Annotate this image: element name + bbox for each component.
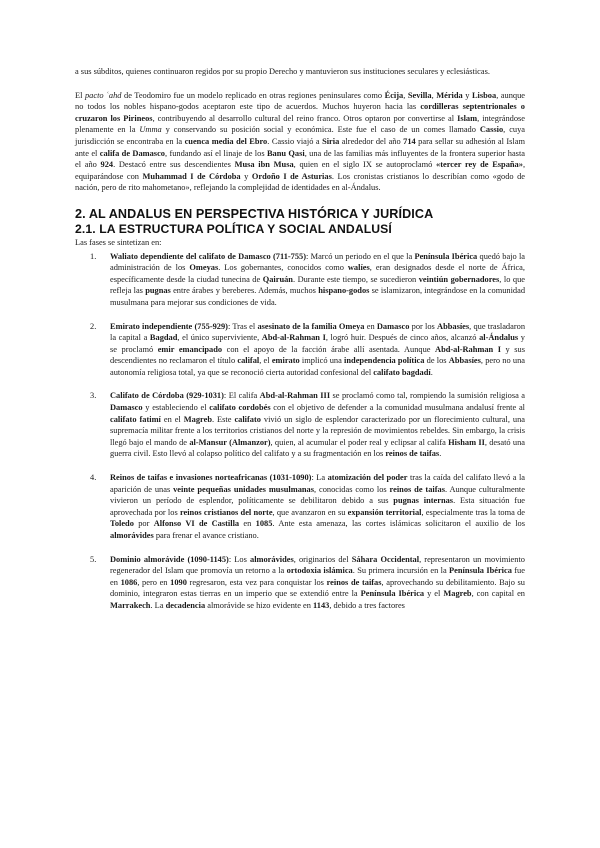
bold-text: califato (234, 414, 261, 424)
bold-text: Écija (384, 90, 404, 100)
bold-text: Siria (322, 136, 340, 146)
list-item-number: 1. (90, 251, 97, 261)
bold-text: Banu Qasi (266, 148, 305, 158)
bold-text: reinos de taifas (326, 577, 382, 587)
bold-text: Muhammad I de Córdoba (142, 171, 241, 181)
list-item-text: Waliato dependiente del califato de Damasco (711-755): Marcó un periodo en el que la Península Ibérica quedó bajo la administración de los Omeyas. Los gobernantes, conocidos como walíes, eran designados desde el norte de África, específicamente desde la ciudad tunecina de Qairuán. Durante este tiempo, se sucedieron veintiún gobernadores, lo que refleja las pugnas entre árabes y bereberes. Además, muchos hispano-godos se islamizaron, integrándose en la comunidad musulmana para mejorar sus condiciones de vida. (110, 251, 526, 307)
bold-text: Magreb (443, 589, 472, 599)
bold-text: 1143 (313, 600, 330, 610)
bold-text: Península Ibérica (414, 251, 478, 261)
paragraph-teodomiro-pact: El pacto ʿahd de Teodomiro fue un modelo replicado en otras regiones peninsulares como Écija, Sevilla, Mérida y Lisboa, aunque no todos los nobles hispano-godos aceptaron este tipo de acuerdos. Muchos huyeron hacia las cordilleras septentrionales o cruzaron los Pirineos, contribuyendo al desarrollo cultural del reino franco. Otros optaron por convertirse al Islam, integrándose plenamente en la Umma y conservando su posición social y económica. Este fue el caso de un comes llamado Cassio, cuya jurisdicción se encontraba en la cuenca media del Ebro. Cassio viajó a Siria alrededor del año 714 para sellar su adhesión al Islam ante el califa de Damasco, fundando así el linaje de los Banu Qasi, una de las familias más influyentes de la frontera superior hasta el año 924. Destacó entre sus descendientes Musa ibn Musa, quien en el siglo IX se autoproclamó «tercer rey de España», equiparándose con Muhammad I de Córdoba y Ordoño I de Asturias. Los cronistas cristianos lo describían como «godo de nación, pero de rito mahometano», reflejando la complejidad de identidades en al-Ándalus. (75, 90, 526, 193)
bold-text: Reinos de taifas e invasiones norteafricanas (1031-1090) (110, 473, 312, 483)
bold-text: Omeyas (189, 263, 219, 273)
bold-text: veinte pequeñas unidades musulmanas (173, 484, 314, 494)
bold-text: emirato (271, 356, 300, 366)
bold-text: califato cordobés (209, 403, 271, 413)
list-item (75, 390, 525, 460)
list-item-number: 2. (90, 321, 97, 331)
bold-text: Damasco (110, 403, 143, 413)
bold-text: Bagdad (149, 333, 178, 343)
section-heading: 2. AL ANDALUS EN PERSPECTIVA HISTÓRICA Y JURÍDICA (75, 206, 434, 221)
bold-text: Abbasíes (448, 356, 481, 366)
bold-text: Marrakech (110, 600, 151, 610)
bold-text: Califato de Córdoba (929-1031) (110, 391, 224, 401)
bold-text: 714 (403, 136, 416, 146)
bold-text: Magreb (183, 414, 212, 424)
bold-text: reinos de taifas (385, 449, 440, 459)
bold-text: ortodoxia islámica (286, 566, 353, 576)
phases-list (75, 251, 525, 612)
bold-text: 1086 (120, 577, 138, 587)
bold-text: al-Ándalus (479, 333, 519, 343)
bold-text: pugnas internas (393, 496, 454, 506)
bold-text: califa de Damasco (99, 148, 165, 158)
bold-text: Qairuán (262, 274, 293, 284)
bold-text: independencia política (344, 356, 425, 366)
bold-text: califato bagdadí (373, 367, 431, 377)
list-item-text: Reinos de taifas e invasiones norteafricanas (1031-1090): La atomización del poder tras la caída del califato llevó a la aparición de unas veinte pequeñas unidades musulmanas, conocidas como los reinos de taifas. Aunque culturalmente vivieron un período de esplendor, políticamente se debilitaron debido a sus pugnas internas. Esta situación fue aprovechada por los reinos cristianos del norte, que avanzaron en su expansión territorial, especialmente tras la toma de Toledo por Alfonso VI de Castilla en 1085. Ante esta amenaza, las cortes islámicas solicitaron el auxilio de los almorávides para frenar el avance cristiano. (110, 473, 526, 540)
bold-text: califal (237, 356, 260, 366)
subsection-heading: 2.1. LA ESTRUCTURA POLÍTICA Y SOCIAL ANDALUSÍ (75, 221, 392, 236)
list-item-number: 3. (90, 391, 97, 401)
list-item (75, 472, 525, 542)
bold-text: Dominio almorávide (1090-1145) (110, 554, 229, 564)
bold-text: expansión territorial (347, 507, 422, 517)
bold-text: Islam (457, 113, 478, 123)
bold-text: Toledo (110, 519, 134, 529)
bold-text: almorávides (250, 554, 294, 564)
bold-text: al-Mansur (Almanzor) (189, 437, 271, 447)
bold-text: emir emancipado (157, 344, 223, 354)
list-item-text: Dominio almorávide (1090-1145): Los almorávides, originarios del Sáhara Occidental, representaron un movimiento regenerador del Islam que promovía un retorno a la ortodoxia islámica. Su primera incursión en la Península Ibérica fue en 1086, pero en 1090 regresaron, esta vez para conquistar los reinos de taifas, aprovechando su debilitamiento. Bajo su dominio, integraron estas tierras en un imperio que se extendió entre la Península Ibérica y el Magreb, con capital en Marrakech. La decadencia almorávide se hizo evidente en 1143, debido a tres factores (110, 554, 525, 610)
bold-text: asesinato de la familia Omeya (257, 321, 365, 331)
bold-text: cordilleras septentrionales o cruzaron los Pirineos (75, 102, 525, 123)
bold-text: Alfonso VI de Castilla (153, 519, 240, 529)
bold-text: 924 (100, 160, 114, 170)
italic-text: Umma (139, 125, 162, 135)
bold-text: atomización del poder (327, 473, 408, 483)
bold-text: Cassio (479, 125, 504, 135)
bold-text: almorávides (110, 531, 154, 540)
bold-text: veintiún gobernadores (418, 274, 500, 284)
list-item-text: Emirato independiente (755-929): Tras el asesinato de la familia Omeya en Damasco por los Abbasíes, que trasladaron la capital a Bagdad, el único superviviente, Abd-al-Rahman I, logró huir. Después de cinco años, alcanzó al-Ándalus y se proclamó emir emancipado con el apoyo de la facción árabe allí asentada. Aunque Abd-al-Rahman I y sus descendientes no reclamaron el título califal, el emirato implicó una independencia política de los Abbasíes, pero no una autonomía religiosa total, ya que se reconoció cierta autoridad confesional del califato bagdadí. (110, 321, 526, 377)
list-item (75, 554, 525, 612)
bold-text: Península Ibérica (449, 566, 512, 576)
paragraph-intro-continuation: a sus súbditos, quienes continuaron regidos por su propio Derecho y mantuvieron sus instituciones seculares y eclesiásticas. (75, 67, 490, 76)
bold-text: reinos de taifas (389, 484, 445, 494)
bold-text: cuenca media del Ebro (184, 136, 268, 146)
bold-text: hispano-godos (318, 286, 370, 296)
bold-text: Península Ibérica (360, 589, 425, 599)
bold-text: Abd-al-Rahman I (435, 344, 502, 354)
bold-text: Damasco (376, 321, 410, 331)
list-item-number: 5. (90, 554, 97, 564)
bold-text: Sevilla (407, 90, 432, 100)
bold-text: Waliato dependiente del califato de Damasco (711-755) (110, 251, 307, 261)
bold-text: Musa ibn Musa (234, 160, 294, 170)
bold-text: Abd-al-Rahman III (259, 391, 331, 401)
bold-text: Ordoño I de Asturias (251, 171, 332, 181)
bold-text: Emirato independiente (755-929) (110, 321, 228, 331)
list-item-text: Califato de Córdoba (929-1031): El califa Abd-al-Rahman III se proclamó como tal, rompiendo la sumisión religiosa a Damasco y estableciendo el califato cordobés con el objetivo de defender a la comunidad musulmana andalusí frente al califato fatimí en el Magreb. Este califato vivió un siglo de esplendor caracterizado por un florecimiento cultural, una supremacía militar frente a los territorios cristianos del norte y la represión de movimientos rebeldes. Sin embargo, la crisis llegó bajo el mando de al-Mansur (Almanzor), quien, al acumular el poder real y eclipsar al califa Hisham II, desató una guerra civil. Esto llevó al colapso político del califato y a su fragmentación en los reinos de taifas. (110, 391, 525, 459)
bold-text: reinos cristianos del norte (179, 507, 273, 517)
bold-text: «tercer rey de España» (436, 160, 523, 170)
bold-text: Abd-al-Rahman I (261, 333, 326, 343)
bold-text: Abbasíes (437, 321, 470, 331)
bold-text: 1085 (255, 519, 273, 529)
bold-text: decadencia (165, 600, 206, 610)
bold-text: califato fatimí (110, 414, 161, 424)
bold-text: Sáhara Occidental (351, 554, 420, 564)
bold-text: walíes (347, 263, 370, 273)
list-item-number: 4. (90, 473, 97, 483)
bold-text: pugnas (145, 286, 171, 296)
italic-text: pacto ʿahd (84, 90, 122, 100)
list-item (75, 321, 525, 379)
bold-text: Mérida (436, 90, 463, 100)
list-item (75, 251, 525, 309)
bold-text: 1090 (170, 577, 187, 587)
bold-text: Hisham II (448, 437, 485, 447)
bold-text: Lisboa (471, 90, 497, 100)
list-intro: Las fases se sintetizan en: (75, 237, 162, 247)
